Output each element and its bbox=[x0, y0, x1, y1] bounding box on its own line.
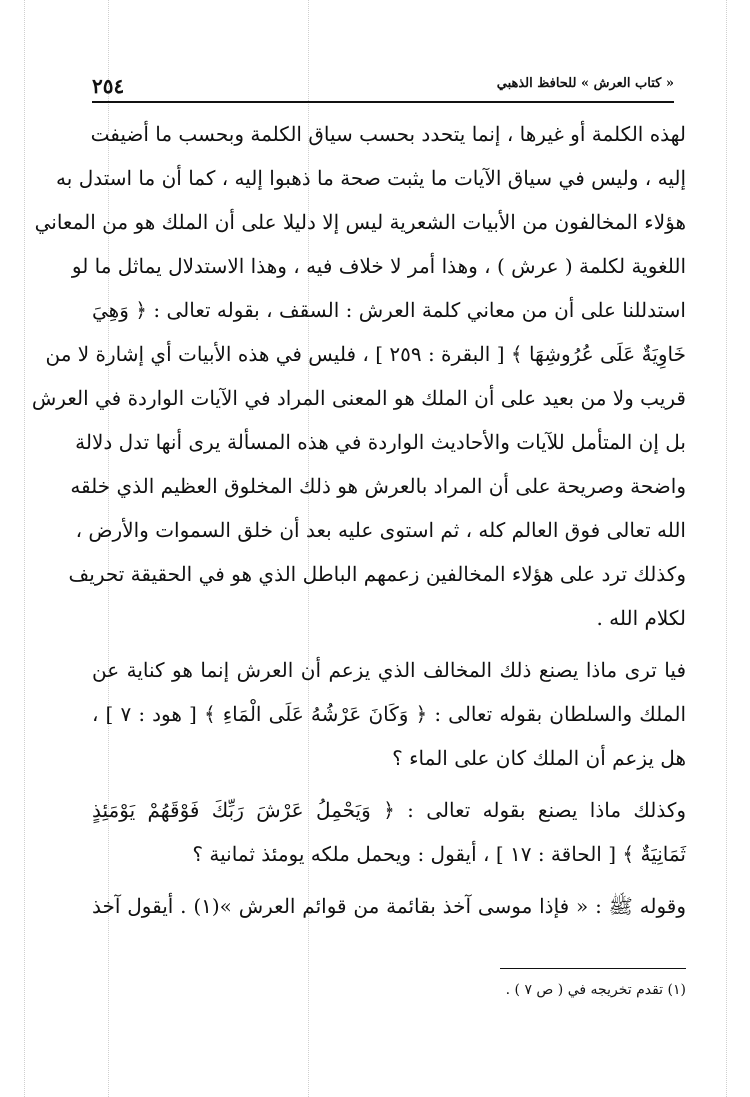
text-line: وقوله ﷺ : « فإذا موسى آخذ بقائمة من قوائم العرش »(١) . أيقول آخذ bbox=[92, 894, 686, 918]
text-line: إليه ، وليس في سياق الآيات ما يثبت صحة ما ذهبوا إليه ، كما أن ما استدل به bbox=[56, 166, 686, 190]
body-text bbox=[31, 112, 686, 928]
text-line: خَاوِيَةٌ عَلَى عُرُوشِهَا ﴾ [ البقرة : ٢٥٩ ] ، فليس في هذه الأبيات أي إشارة لا من bbox=[45, 342, 686, 366]
text-line: وكذلك ماذا يصنع بقوله تعالى : ﴿ وَيَحْمِلُ عَرْشَ رَبِّكَ فَوْقَهُمْ يَوْمَئِذٍ bbox=[92, 798, 686, 822]
running-header bbox=[92, 74, 674, 98]
footnote-rule bbox=[500, 968, 686, 969]
text-line: وكذلك ترد على هؤلاء المخالفين زعمهم الباطل الذي هو في الحقيقة تحريف bbox=[68, 562, 686, 586]
text-line: واضحة وصريحة على أن المراد بالعرش هو ذلك المخلوق العظيم الذي خلقه bbox=[70, 474, 686, 498]
text-line: هل يزعم أن الملك كان على الماء ؟ bbox=[392, 746, 686, 770]
text-line: الملك والسلطان بقوله تعالى : ﴿ وَكَانَ عَرْشُهُ عَلَى الْمَاءِ ﴾ [ هود : ٧ ] ، bbox=[92, 702, 686, 726]
scan-dot-line bbox=[726, 0, 727, 1097]
text-line: هؤلاء المخالفون من الأبيات الشعرية ليس إلا دليلا على أن الملك هو من المعاني bbox=[34, 210, 686, 234]
text-line: اللغوية لكلمة ( عرش ) ، وهذا أمر لا خلاف فيه ، وهذا الاستدلال يماثل ما لو bbox=[71, 254, 686, 278]
text-line: بل إن المتأمل للآيات والأحاديث الواردة في هذه المسألة يرى أنها تدل دلالة bbox=[75, 430, 686, 454]
footnote: (١) تقدم تخريجه في ( ص ٧ ) . bbox=[505, 982, 686, 998]
header-rule bbox=[92, 101, 674, 103]
text-line: استدللنا على أن من معاني كلمة العرش : السقف ، بقوله تعالى : ﴿ وَهِيَ bbox=[92, 298, 686, 322]
text-line: فيا ترى ماذا يصنع ذلك المخالف الذي يزعم أن العرش إنما هو كناية عن bbox=[92, 658, 686, 682]
text-line: لهذه الكلمة أو غيرها ، إنما يتحدد بحسب سياق الكلمة وبحسب ما أضيفت bbox=[90, 122, 686, 146]
scan-dot-line bbox=[24, 0, 25, 1097]
text-line: لكلام الله . bbox=[596, 606, 686, 630]
text-line: ثَمَانِيَةٌ ﴾ [ الحاقة : ١٧ ] ، أيقول : ويحمل ملكه يومئذ ثمانية ؟ bbox=[192, 842, 686, 866]
text-line: الله تعالى فوق العالم كله ، ثم استوى عليه بعد أن خلق السموات والأرض ، bbox=[75, 518, 686, 542]
page-number: ٢٥٤ bbox=[92, 74, 125, 98]
text-line: قريب ولا من بعيد على أن الملك هو المعنى المراد في الآيات الواردة في العرش bbox=[31, 386, 686, 410]
header-title: « كتاب العرش » للحافظ الذهبي bbox=[496, 76, 674, 91]
